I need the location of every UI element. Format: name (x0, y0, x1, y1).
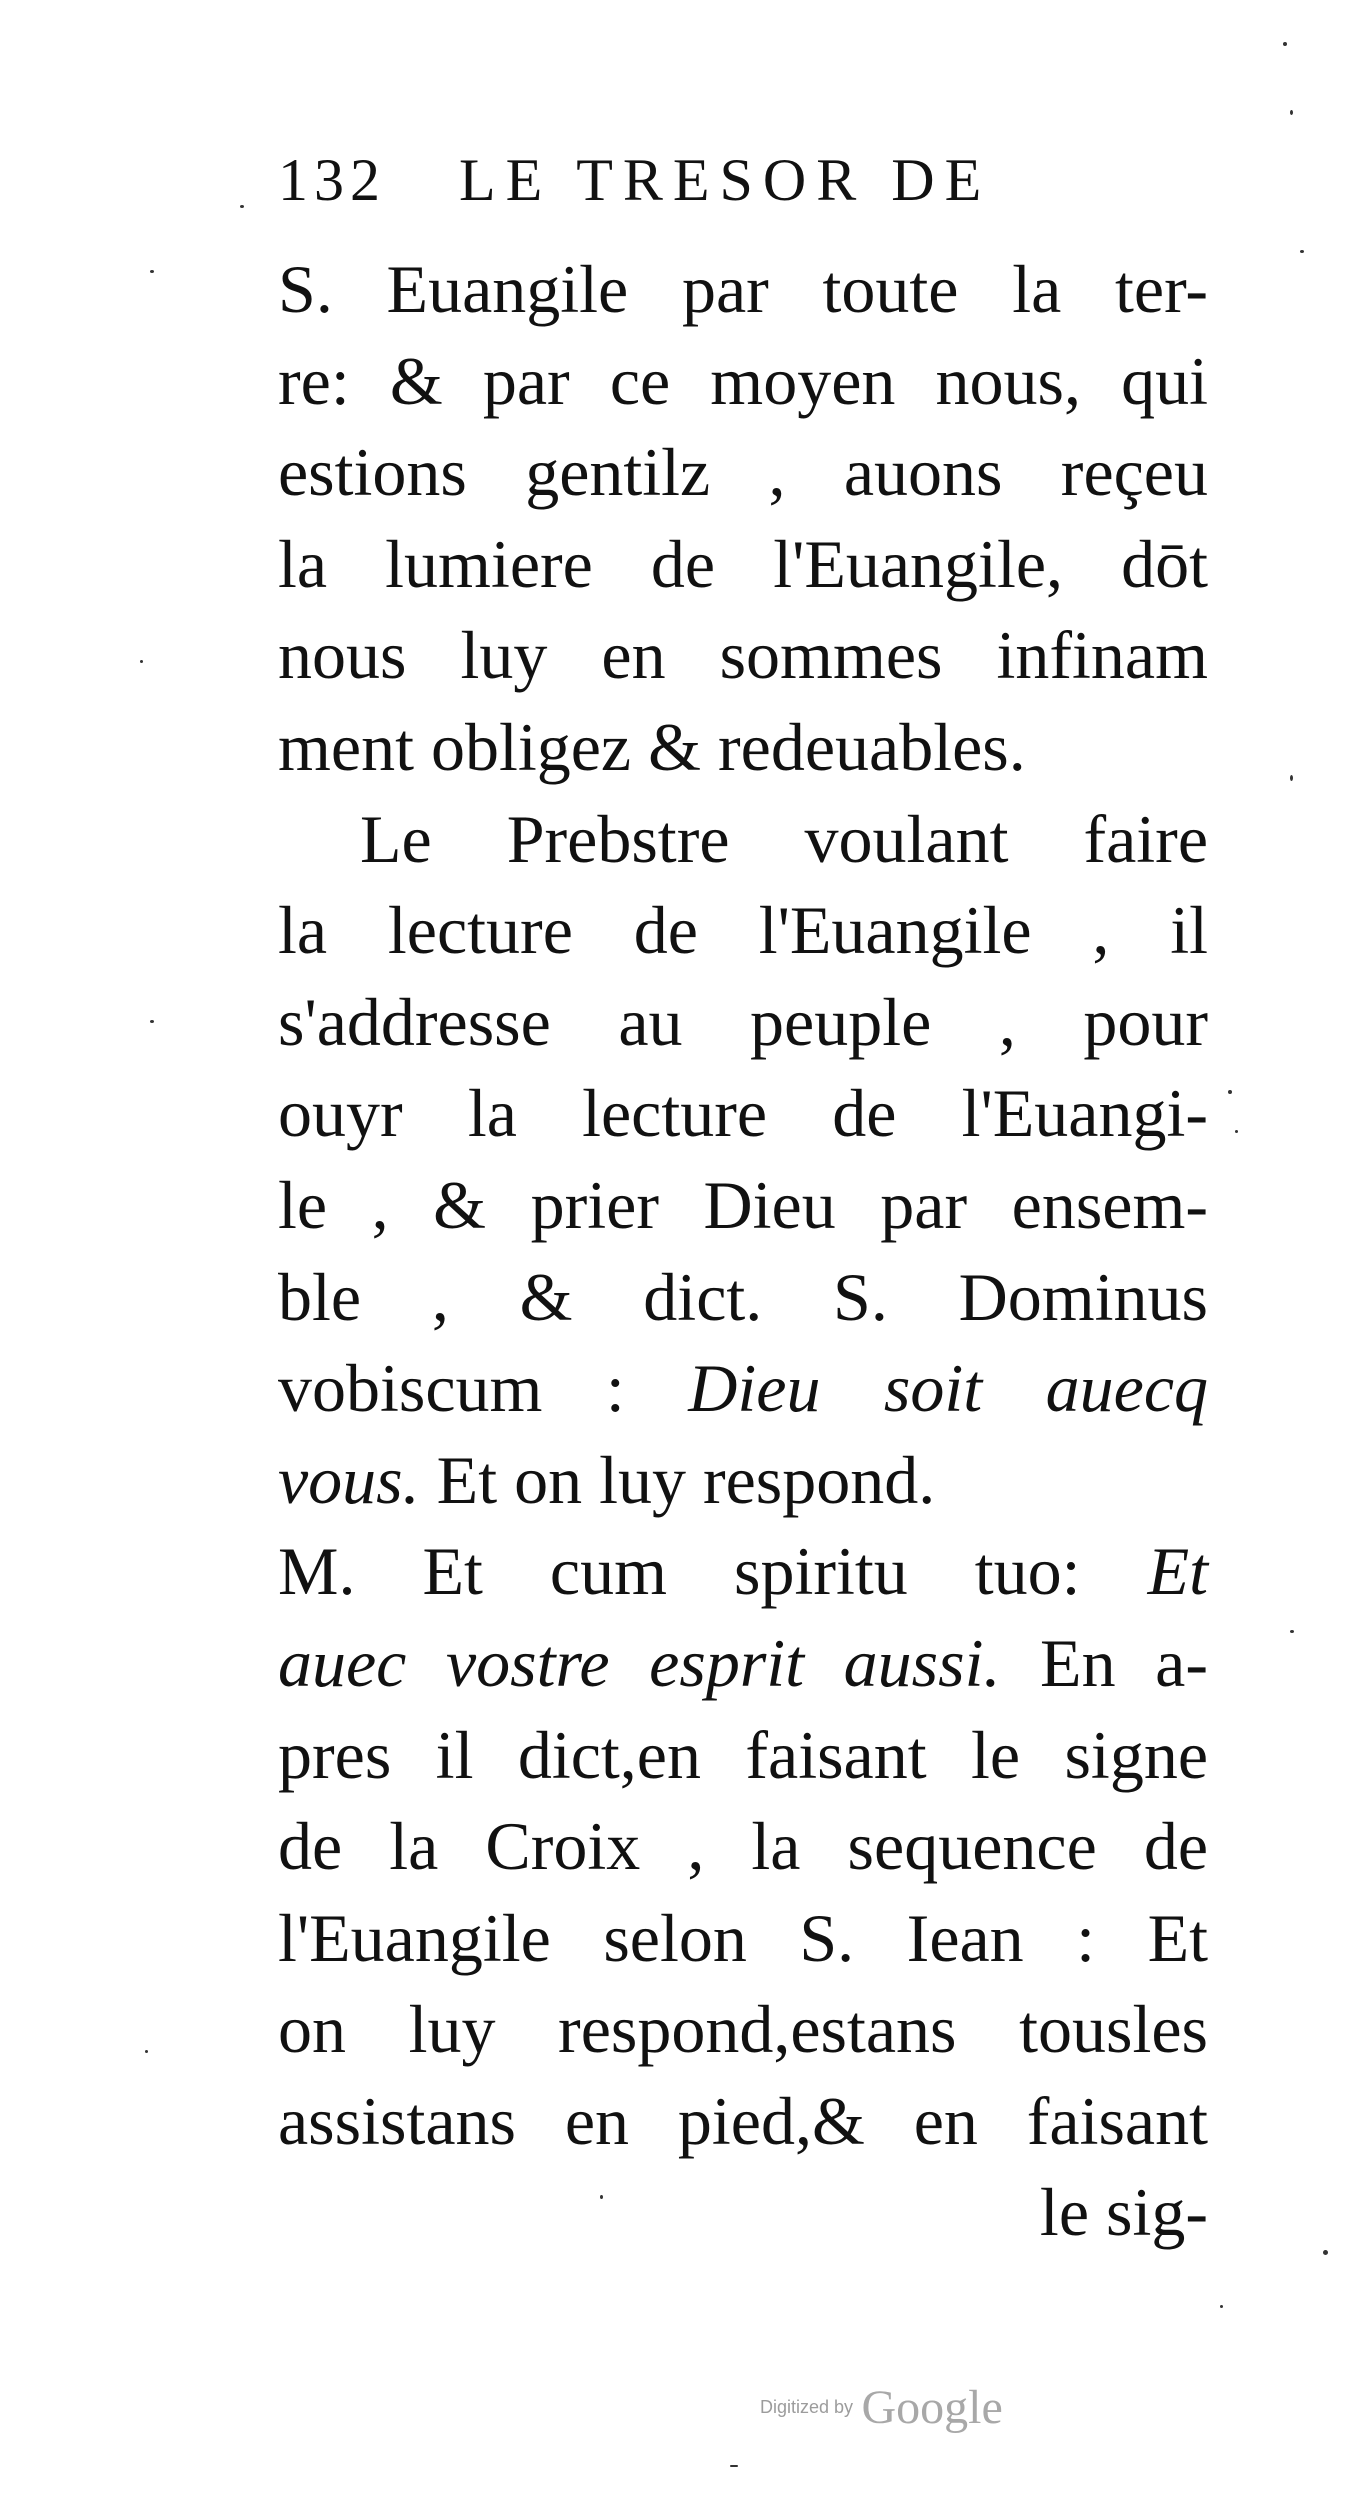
catchword: le sig- (1039, 2174, 1208, 2251)
ink-speck (140, 660, 143, 663)
ink-speck (1290, 1630, 1294, 1633)
ink-speck (730, 2465, 738, 2467)
ink-speck (150, 270, 154, 273)
watermark-prefix: Digitized by (760, 2397, 854, 2417)
text-line: S. Euangile par toute la ter- (278, 251, 1208, 327)
italic-text: Et (1147, 1533, 1208, 1610)
text-span: Et on luy respond. (419, 1441, 936, 1518)
ink-speck (1220, 2305, 1223, 2308)
text-line: ouyr la lecture de l'Euangi- (278, 1075, 1208, 1152)
page-number: 132 (278, 147, 386, 213)
ink-speck (145, 2050, 148, 2053)
ink-speck (600, 2195, 603, 2199)
text-line: Le Prebstre voulant faire (360, 800, 1208, 877)
ink-speck (1235, 1130, 1238, 1133)
text-span: M. Et cum spiritu tuo: (278, 1533, 1148, 1610)
text-span: En a- (1000, 1624, 1208, 1701)
text-line: la lumiere de l'Euangile, dōt (278, 525, 1208, 602)
text-line: estions gentilz , auons reçeu (278, 434, 1208, 511)
text-line: re: & par ce moyen nous, qui (278, 342, 1208, 419)
text-line: la lecture de l'Euangile , il (278, 892, 1208, 969)
text-line: de la Croix , la sequence de (278, 1808, 1208, 1885)
text-line (278, 1526, 1208, 1618)
body-text (278, 244, 1208, 2259)
ink-speck (1290, 110, 1293, 115)
text-line: assistans en pied,& en faisant (278, 2082, 1208, 2159)
text-line: s'addresse au peuple , pour (278, 983, 1208, 1060)
text-line: on luy respond,estans tousles (278, 1991, 1208, 2068)
text-line (278, 1618, 1208, 1710)
text-line: pres il dict,en faisant le signe (278, 1716, 1208, 1793)
text-line: ble , & dict. S. Dominus (278, 1258, 1208, 1335)
ink-speck (1283, 42, 1287, 46)
ink-speck (1300, 250, 1304, 253)
text-span: vobiscum : (278, 1350, 689, 1427)
text-line (278, 1435, 1208, 1527)
ink-speck (1290, 775, 1293, 781)
text-line: nous luy en sommes infinam (278, 617, 1208, 694)
italic-text: vous. (278, 1441, 420, 1518)
text-line: le , & prier Dieu par ensem- (278, 1166, 1208, 1243)
ink-speck (1228, 1090, 1232, 1094)
ink-speck (240, 205, 244, 208)
text-line (278, 1343, 1208, 1435)
text-line: ment obligez & redeuables. (278, 708, 1026, 785)
text-line: l'Euangile selon S. Iean : Et (278, 1899, 1208, 1976)
italic-text: auec vostre esprit aussi. (278, 1624, 1001, 1701)
page-header (278, 140, 1178, 220)
google-logo: Google (861, 2381, 1003, 2434)
ink-speck (1323, 2250, 1328, 2255)
digitized-watermark (760, 2380, 1003, 2440)
italic-text: Dieu soit auecq (688, 1350, 1208, 1427)
running-title: LE TRESOR DE (459, 147, 992, 213)
ink-speck (150, 1020, 154, 1023)
